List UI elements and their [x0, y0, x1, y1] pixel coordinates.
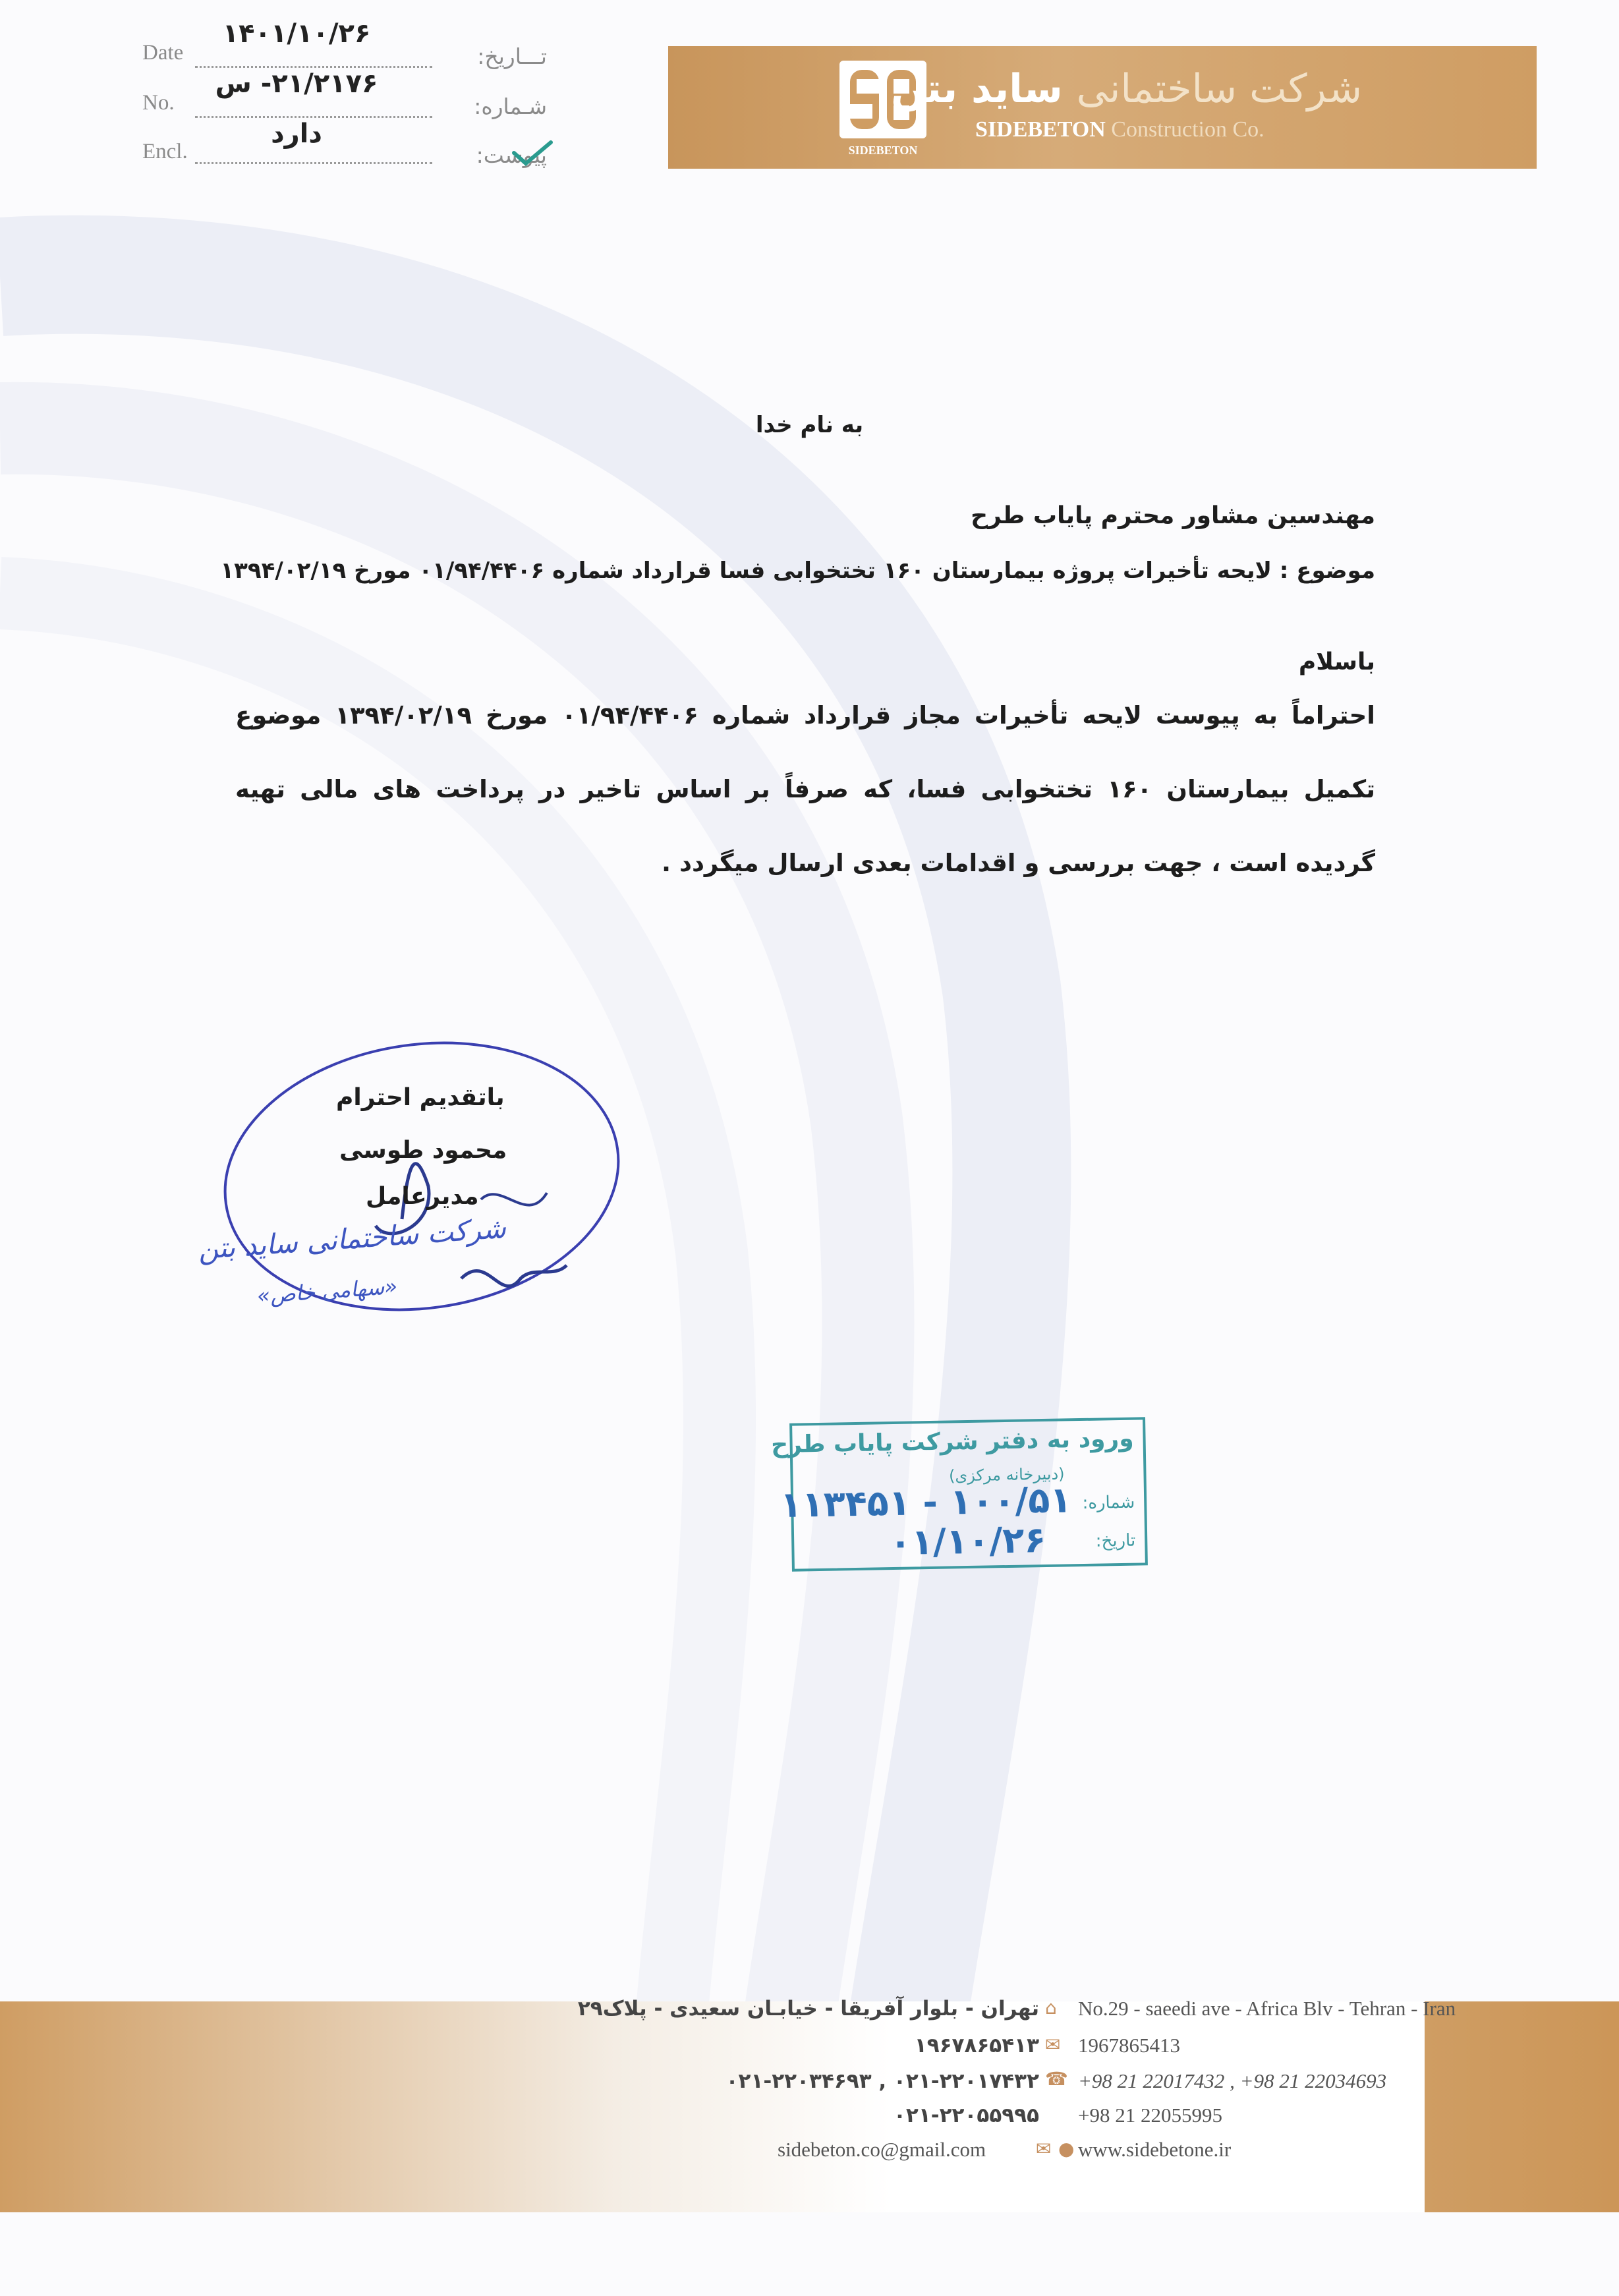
receipt-date-label: تاریخ:: [1095, 1530, 1136, 1551]
brand-name-fa: [891, 66, 1362, 112]
receipt-date-value: ۰۱/۱۰/۲۶: [889, 1518, 1046, 1564]
number-label-en: No.: [142, 91, 175, 115]
recipient: مهندسین مشاور محترم پایاب طرح: [971, 502, 1375, 529]
brand-name-en-suffix: Construction Co.: [1111, 117, 1264, 142]
brand-name-en-main: SIDEBETON: [975, 117, 1106, 142]
checkmark-icon: [511, 140, 554, 166]
globe-icon: ●: [1058, 2138, 1075, 2160]
invocation: به نام خدا: [755, 412, 864, 438]
footer-postal-en: 1967865413: [1078, 2034, 1180, 2057]
date-dotted-line: [195, 66, 432, 68]
receipt-stamp-title: ورود به دفتر شرکت پایاب طرح: [770, 1425, 1134, 1459]
brand-name-fa-main: ساید بتن: [891, 66, 1063, 112]
phone-icon: ☎: [1045, 2068, 1068, 2090]
date-value: ۱۴۰۱/۱۰/۲۶: [222, 18, 371, 49]
sig-name: محمود طوسی: [339, 1137, 507, 1164]
receipt-number-value: ۱۰۰/۵۱ - ۱۱۳۴۵۱: [780, 1479, 1072, 1526]
email-icon: ✉: [1036, 2138, 1052, 2160]
sig-closing: باتقدیم احترام: [336, 1084, 505, 1111]
subject-line: موضوع : لایحه تأخیرات پروژه بیمارستان ۱۶۰ تختخوابی فسا قرارداد شماره ۰۱/۹۴/۴۴۰۶ مورخ ۱۳۹۴/۰۲/۱۹: [220, 558, 1375, 584]
encl-value: دارد: [271, 119, 322, 149]
footer-phone-fa: ۰۲۱-۲۲۰۱۷۴۳۲ , ۰۲۱-۲۲۰۳۴۶۹۳: [725, 2069, 1039, 2093]
encl-label-en: Encl.: [142, 140, 188, 163]
receipt-stamp-subtitle: (دبیرخانه مرکزی): [948, 1464, 1065, 1485]
date-label-en: Date: [142, 41, 184, 65]
seal-subtext: «سهامی خاص»: [256, 1273, 399, 1309]
receipt-stamp: [770, 1417, 1148, 1571]
brand-name-fa-prefix: شرکت ساختمانی: [1076, 66, 1362, 112]
brand-name-en: [975, 117, 1264, 142]
footer-address-fa: تهران - بلوار آفریقا - خیابـان سعیدی - پلاک۲۹: [577, 1997, 1039, 2021]
receipt-number-label: شماره:: [1082, 1492, 1135, 1513]
sig-title: مدیرعامل: [366, 1183, 479, 1210]
encl-dotted-line: [195, 162, 432, 164]
footer-postal-fa: ۱۹۶۷۸۶۵۴۱۳: [914, 2034, 1039, 2057]
greeting: باسلام: [1298, 648, 1375, 675]
footer-phone-en: +98 21 22017432 , +98 21 22034693: [1078, 2069, 1387, 2092]
number-dotted-line: [195, 116, 432, 118]
date-label-fa: تـــاریخ:: [477, 43, 547, 69]
footer-email: sidebeton.co@gmail.com: [778, 2138, 986, 2161]
body-paragraph: احتراماً به پیوست لایحه تأخیرات مجاز قرارداد شماره ۰۱/۹۴/۴۴۰۶ مورخ ۱۳۹۴/۰۲/۱۹ موضوع تکمیل بیمارستان ۱۶۰ تختخوابی فسا، که صرفاً بر اساس تاخیر در پرداخت های مالی تهیه گردیده است ، جهت بررسی و اقدامات بعدی ارسال میگردد .: [235, 701, 1375, 877]
home-icon: ⌂: [1045, 1997, 1057, 2019]
footer-address-en: No.29 - saeedi ave - Africa Blv - Tehran - Iran: [1078, 1997, 1456, 2020]
seal-text: شرکت ساختمانی ساید بتن: [196, 1211, 507, 1266]
footer-fax-fa: ۰۲۱-۲۲۰۵۵۹۹۵: [894, 2104, 1039, 2127]
postal-icon: ✉: [1045, 2034, 1061, 2055]
number-value: ۲۱/۲۱۷۶- س: [215, 69, 378, 99]
footer-band: [0, 2001, 1619, 2212]
logo-caption: SIDEBETON: [848, 144, 918, 157]
footer-website: www.sidebetone.ir: [1078, 2138, 1232, 2161]
footer-fax-en: +98 21 22055995: [1078, 2104, 1222, 2127]
number-label-fa: شـماره:: [474, 94, 547, 119]
encl-label-fa: پیوست:: [476, 142, 547, 168]
